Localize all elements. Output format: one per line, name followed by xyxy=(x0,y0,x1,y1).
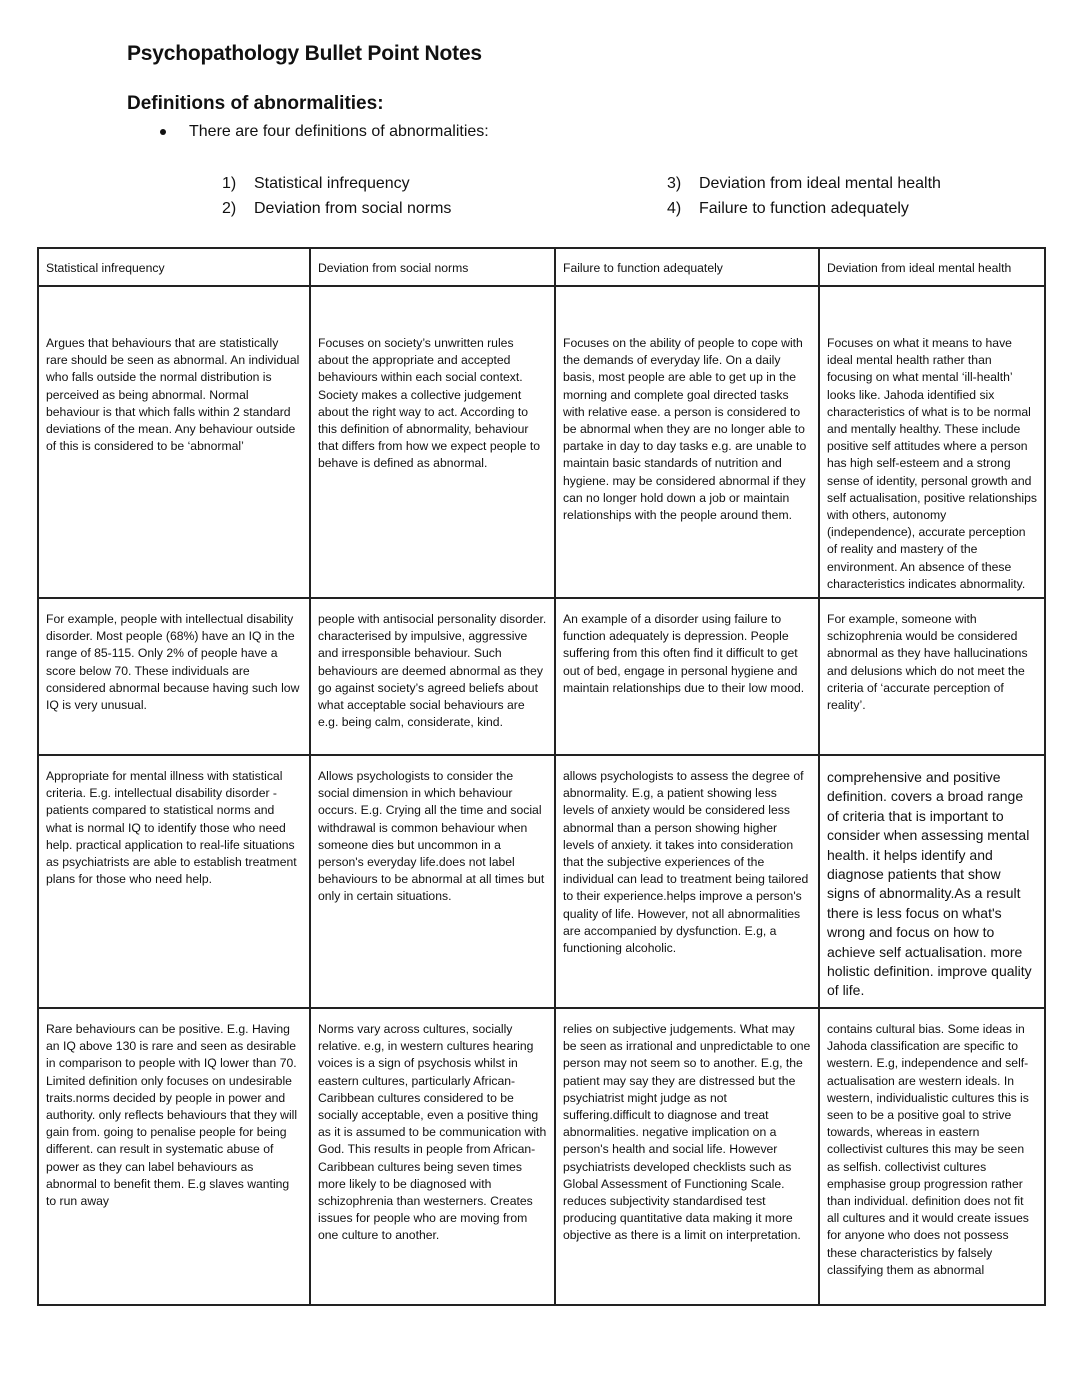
section-heading: Definitions of abnormalities: xyxy=(127,93,384,114)
document-title: Psychopathology Bullet Point Notes xyxy=(127,42,482,65)
list-item xyxy=(222,196,451,221)
intro-bullet-text: There are four definitions of abnormalities: xyxy=(189,123,489,140)
table-cell: Appropriate for mental illness with statistical criteria. E.g. intellectual disability disorder - patients compared to statistical norms and what is normal IQ to identify those who need help. practical application to real-life situations as psychiatrists are able to establish treatment plans for those who need help. xyxy=(38,755,310,1008)
list-text: Deviation from ideal mental health xyxy=(699,175,941,192)
table-row xyxy=(38,598,1045,755)
header-cell: Deviation from ideal mental health xyxy=(819,248,1045,286)
list-item xyxy=(222,171,451,196)
table-row xyxy=(38,755,1045,1008)
list-number: 4) xyxy=(667,200,682,217)
list-text: Deviation from social norms xyxy=(254,200,452,217)
list-text: Statistical infrequency xyxy=(254,175,410,192)
table-cell: For example, someone with schizophrenia would be considered abnormal as they have hallucinations and delusions which do not meet the criteria of ‘accurate perception of reality’. xyxy=(819,598,1045,755)
header-cell: Failure to function adequately xyxy=(555,248,819,286)
list-number: 2) xyxy=(222,200,237,217)
notes-table xyxy=(37,247,1046,1306)
table-cell: comprehensive and positive definition. covers a broad range of criteria that is important to consider when assessing mental health. it helps identify and diagnose patients that show signs of abnormality.As a result there is less focus on what's wrong and focus on how to achieve self actualisation. more holistic definition. improve quality of life. xyxy=(819,755,1045,1008)
table-cell: An example of a disorder using failure to function adequately is depression. People suffering from this often find it difficult to get out of bed, engage in personal hygiene and maintain relationships due to their low mood. xyxy=(555,598,819,755)
table-cell: Rare behaviours can be positive. E.g. Having an IQ above 130 is rare and seen as desirable in comparison to people with IQ lower than 70. Limited definition only focuses on undesirable traits.norms decided by people in power and authority. only reflects behaviours that they will gain from. going to penalise people for being different. can result in systematic abuse of power as they can label behaviours as abnormal to benefit them. E.g slaves wanting to run away xyxy=(38,1008,310,1305)
bullet-dot-icon xyxy=(160,129,166,135)
intro-bullet xyxy=(160,123,489,141)
table-cell: Norms vary across cultures, socially relative. e.g, in western cultures hearing voices is a sign of psychosis whilst in eastern cultures, particularly African- Caribbean cultures considered to be socially acceptable, even a positive thing as it is assumed to be communication with God. This results in people from African-Caribbean cultures being seven times more likely to be diagnosed with schizophrenia than westerners. Creates issues for people who are moving from one culture to another. xyxy=(310,1008,555,1305)
table-header-row xyxy=(38,248,1045,286)
table-cell: allows psychologists to assess the degree of abnormality. E.g, a patient showing less levels of anxiety would be considered less abnormal than a person showing higher levels of anxiety. it takes into consideration that the subjective experiences of the individual can lead to treatment being tailored to their experience.helps improve a person's quality of life. However, not all abnormalities are accompanied by dysfunction. E.g, a functioning alcoholic. xyxy=(555,755,819,1008)
list-number: 1) xyxy=(222,175,237,192)
table-cell: relies on subjective judgements. What may be seen as irrational and unpredictable to one person may not seem so to another. E.g, the patient may say they are distressed but the psychiatrist might judge as not suffering.difficult to diagnose and treat abnormalities. negative implication on a person's health and social life. However psychiatrists developed checklists such as Global Assessment of Functioning Scale. reduces subjectivity standardised test producing quantitative data making it more objective as there is a limit on interpretation. xyxy=(555,1008,819,1305)
table-row xyxy=(38,286,1045,598)
table-cell: contains cultural bias. Some ideas in Jahoda classification are specific to western. E.g, independence and self-actualisation are western ideals. In western, individualistic cultures this is seen to be a positive goal to strive towards, whereas in eastern collectivist cultures this may be seen as selfish. collectivist cultures emphasise group progression rather than individual. definition does not fit all cultures and it would create issues for anyone who does not possess these characteristics by falsely classifying them as abnormal xyxy=(819,1008,1045,1305)
table-row xyxy=(38,1008,1045,1305)
definitions-list-left xyxy=(222,171,451,221)
table-cell: Focuses on the ability of people to cope with the demands of everyday life. On a daily basis, most people are able to get up in the morning and complete goal directed tasks with relative ease. a person is considered to be abnormal when they are no longer able to partake in day to day tasks e.g. are unable to maintain basic standards of nutrition and hygiene. may be considered abnormal if they can no longer hold down a job or maintain relationships with the people around them. xyxy=(555,286,819,598)
table-cell: Focuses on society’s unwritten rules about the appropriate and accepted behaviours within each social context. Society makes a collective judgement about the right way to act. According to this definition of abnormality, behaviour that differs from how we expect people to behave is defined as abnormal. xyxy=(310,286,555,598)
table-cell: Allows psychologists to consider the social dimension in which behaviour occurs. E.g. Crying all the time and social withdrawal is common behaviour when someone dies but uncommon in a person's everyday life.does not label behaviours to be abnormal at all times but only in certain situations. xyxy=(310,755,555,1008)
table-cell: Focuses on what it means to have ideal mental health rather than focusing on what mental ‘ill-health’ looks like. Jahoda identified six characteristics of what is to be normal and mentally healthy. These include positive self attitudes where a person has high self-esteem and a strong sense of identity, personal growth and self actualisation, positive relationships with others, autonomy (independence), accurate perception of reality and mastery of the environment. An absence of these characteristics indicates abnormality. xyxy=(819,286,1045,598)
table-cell: Argues that behaviours that are statistically rare should be seen as abnormal. An individual who falls outside the normal distribution is perceived as being abnormal. Normal behaviour is that which falls within 2 standard deviations of the mean. Any behaviour outside of this is considered to be ‘abnormal’ xyxy=(38,286,310,598)
list-number: 3) xyxy=(667,175,682,192)
list-text: Failure to function adequately xyxy=(699,200,909,217)
header-cell: Statistical infrequency xyxy=(38,248,310,286)
table-cell: people with antisocial personality disorder. characterised by impulsive, aggressive and irresponsible behaviour. Such behaviours are deemed abnormal as they go against society’s agreed beliefs about what acceptable social behaviours are e.g. being calm, considerate, kind. xyxy=(310,598,555,755)
definitions-list-right xyxy=(667,171,941,221)
list-item xyxy=(667,171,941,196)
list-item xyxy=(667,196,941,221)
table-cell: For example, people with intellectual disability disorder. Most people (68%) have an IQ in the range of 85-115. Only 2% of people have a score below 70. These individuals are considered abnormal because having such low IQ is very unusual. xyxy=(38,598,310,755)
header-cell: Deviation from social norms xyxy=(310,248,555,286)
